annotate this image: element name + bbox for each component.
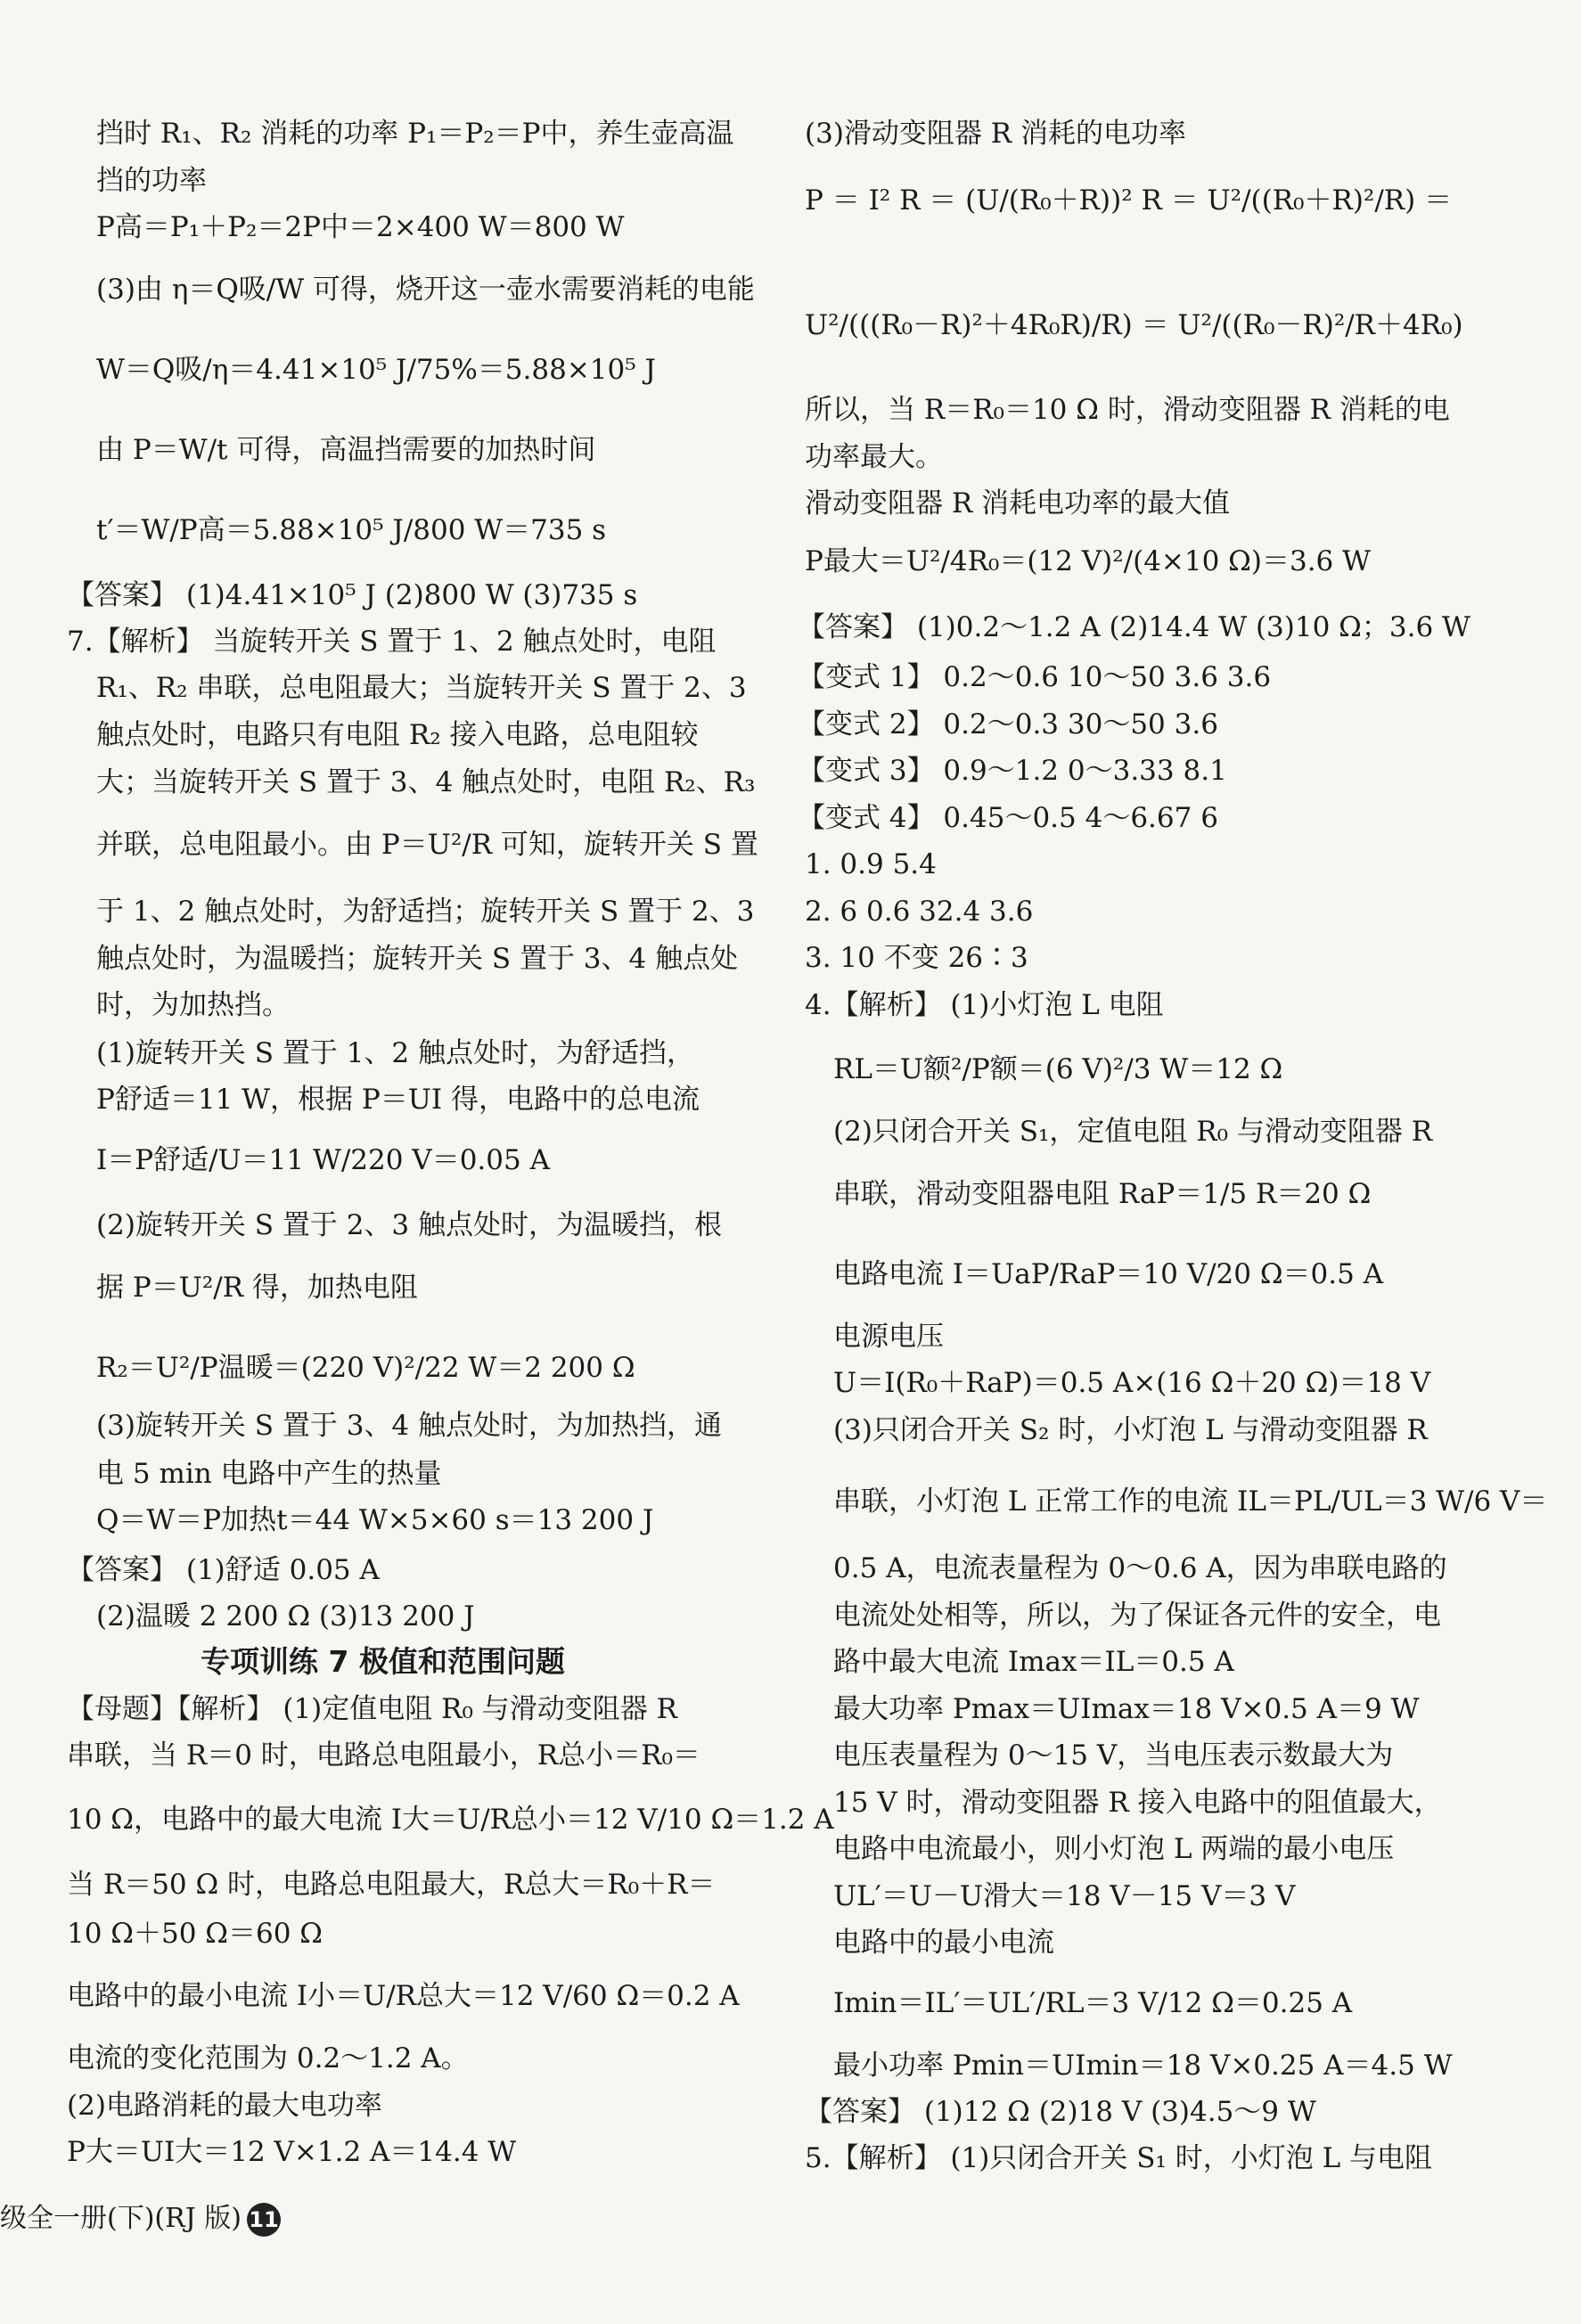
text-line: 由 P＝W/t 可得，高温挡需要的加热时间: [96, 434, 596, 466]
text-line: 【变式 4】 0.45～0.5 4～6.67 6: [798, 802, 1218, 834]
text-line: Imin＝IL′＝UL′/RL＝3 V/12 Ω＝0.25 A: [833, 1987, 1353, 2019]
text-line: 【变式 3】 0.9～1.2 0～3.33 8.1: [798, 755, 1227, 787]
text-line: 当 R＝50 Ω 时，电路总电阻最大，R总大＝R₀＋R＝: [67, 1869, 716, 1901]
page-footer: [0, 2201, 281, 2237]
text-line: 0.5 A，电流表量程为 0～0.6 A，因为串联电路的: [833, 1552, 1447, 1584]
text-line: 挡的功率: [96, 165, 207, 197]
text-line: W＝Q吸/η＝4.41×10⁵ J/75%＝5.88×10⁵ J: [96, 354, 656, 386]
text-line: 最大功率 Pmax＝UImax＝18 V×0.5 A＝9 W: [833, 1693, 1420, 1725]
text-line: P舒适＝11 W，根据 P＝UI 得，电路中的总电流: [96, 1084, 700, 1116]
text-line: 1. 0.9 5.4: [805, 848, 937, 880]
text-line: (2)只闭合开关 S₁，定值电阻 R₀ 与滑动变阻器 R: [833, 1116, 1433, 1148]
text-line: P最大＝U²/4R₀＝(12 V)²/(4×10 Ω)＝3.6 W: [805, 545, 1371, 577]
text-line: 功率最大。: [805, 441, 943, 473]
text-line: 15 V 时，滑动变阻器 R 接入电路中的阻值最大，: [833, 1787, 1442, 1819]
text-line: 串联，小灯泡 L 正常工作的电流 IL＝PL/UL＝3 W/6 V＝: [833, 1485, 1548, 1518]
text-line: 10 Ω＋50 Ω＝60 Ω: [67, 1918, 324, 1950]
text-line: 最小功率 Pmin＝UImin＝18 V×0.25 A＝4.5 W: [833, 2050, 1453, 2082]
text-line: 2. 6 0.6 32.4 3.6: [805, 896, 1034, 928]
text-line: R₁、R₂ 串联，总电阻最大；当旋转开关 S 置于 2、3: [96, 672, 747, 704]
text-line: 电路中电流最小，则小灯泡 L 两端的最小电压: [833, 1833, 1395, 1865]
text-line: R₂＝U²/P温暖＝(220 V)²/22 W＝2 200 Ω: [96, 1352, 635, 1384]
text-line: 电流处处相等，所以，为了保证各元件的安全，电: [833, 1600, 1441, 1632]
text-line: U＝I(R₀＋RaP)＝0.5 A×(16 Ω＋20 Ω)＝18 V: [833, 1367, 1431, 1399]
text-line: 【答案】 (1)4.41×10⁵ J (2)800 W (3)735 s: [67, 579, 638, 611]
text-line: 于 1、2 触点处时，为舒适挡；旋转开关 S 置于 2、3: [96, 896, 755, 928]
text-line: (2)旋转开关 S 置于 2、3 触点处时，为温暖挡，根: [96, 1209, 723, 1241]
text-line: 电 5 min 电路中产生的热量: [96, 1458, 442, 1490]
text-line: 串联，当 R＝0 时，电路总电阻最小，R总小＝R₀＝: [67, 1739, 700, 1772]
text-line: 电路中的最小电流 I小＝U/R总大＝12 V/60 Ω＝0.2 A: [67, 1980, 740, 2012]
text-line: 挡时 R₁、R₂ 消耗的功率 P₁＝P₂＝P中，养生壶高温: [96, 118, 734, 150]
text-line: P ＝ I² R ＝ (U/(R₀＋R))² R ＝ U²/((R₀＋R)²/R) ＝: [805, 184, 1453, 217]
text-line: 【答案】 (1)12 Ω (2)18 V (3)4.5～9 W: [805, 2096, 1316, 2128]
text-line: RL＝U额²/P额＝(6 V)²/3 W＝12 Ω: [833, 1053, 1283, 1085]
text-line: UL′＝U－U滑大＝18 V－15 V＝3 V: [833, 1880, 1296, 1912]
text-line: 电路中的最小电流: [833, 1927, 1054, 1959]
text-line: 并联，总电阻最小。由 P＝U²/R 可知，旋转开关 S 置: [96, 829, 758, 861]
text-line: (3)滑动变阻器 R 消耗的电功率: [805, 118, 1186, 150]
text-line: 【答案】 (1)0.2～1.2 A (2)14.4 W (3)10 Ω；3.6 W: [798, 611, 1470, 643]
text-line: 电流的变化范围为 0.2～1.2 A。: [67, 2042, 469, 2074]
text-line: (1)旋转开关 S 置于 1、2 触点处时，为舒适挡，: [96, 1037, 695, 1069]
text-line: 据 P＝U²/R 得，加热电阻: [96, 1272, 418, 1304]
text-line: (3)旋转开关 S 置于 3、4 触点处时，为加热挡，通: [96, 1410, 723, 1442]
text-line: 电源电压: [833, 1321, 944, 1353]
text-line: 时，为加热挡。: [96, 989, 290, 1021]
text-line: (3)只闭合开关 S₂ 时，小灯泡 L 与滑动变阻器 R: [833, 1414, 1428, 1446]
text-line: 触点处时，为温暖挡；旋转开关 S 置于 3、4 触点处: [96, 943, 739, 975]
text-line: 电路电流 I＝UaP/RaP＝10 V/20 Ω＝0.5 A: [833, 1258, 1384, 1290]
text-line: 触点处时，电路只有电阻 R₂ 接入电路，总电阻较: [96, 719, 699, 751]
text-line: 7.【解析】 当旋转开关 S 置于 1、2 触点处时，电阻: [67, 626, 717, 658]
text-line: 【变式 2】 0.2～0.3 30～50 3.6: [798, 708, 1218, 741]
text-line: 电压表量程为 0～15 V，当电压表示数最大为: [833, 1739, 1394, 1772]
text-line: U²/(((R₀－R)²＋4R₀R)/R) ＝ U²/((R₀－R)²/R＋4R₀): [805, 309, 1463, 341]
text-line: (2)温暖 2 200 Ω (3)13 200 J: [96, 1600, 475, 1633]
text-line: 路中最大电流 Imax＝IL＝0.5 A: [833, 1646, 1234, 1678]
page-number: 11: [247, 2203, 281, 2237]
text-line: 3. 10 不变 26∶3: [805, 942, 1028, 974]
text-line: 【答案】 (1)舒适 0.05 A: [67, 1554, 380, 1586]
text-line: 4.【解析】 (1)小灯泡 L 电阻: [805, 989, 1164, 1021]
text-line: (3)由 η＝Q吸/W 可得，烧开这一壶水需要消耗的电能: [96, 274, 755, 306]
text-line: I＝P舒适/U＝11 W/220 V＝0.05 A: [96, 1144, 550, 1176]
text-line: 大；当旋转开关 S 置于 3、4 触点处时，电阻 R₂、R₃: [96, 766, 756, 798]
text-line: 【母题】【解析】 (1)定值电阻 R₀ 与滑动变阻器 R: [67, 1693, 677, 1725]
text-line: (2)电路消耗的最大电功率: [67, 2090, 382, 2122]
text-line: t′＝W/P高＝5.88×10⁵ J/800 W＝735 s: [96, 514, 607, 546]
text-line: 串联，滑动变阻器电阻 RaP＝1/5 R＝20 Ω: [833, 1178, 1372, 1210]
text-line: 5.【解析】 (1)只闭合开关 S₁ 时，小灯泡 L 与电阻: [805, 2142, 1433, 2174]
text-line: P高＝P₁＋P₂＝2P中＝2×400 W＝800 W: [96, 211, 625, 243]
text-line: 所以，当 R＝R₀＝10 Ω 时，滑动变阻器 R 消耗的电: [805, 394, 1450, 426]
text-line: 滑动变阻器 R 消耗电功率的最大值: [805, 487, 1231, 520]
text-line: 10 Ω，电路中的最大电流 I大＝U/R总小＝12 V/10 Ω＝1.2 A: [67, 1804, 834, 1836]
text-line: P大＝UI大＝12 V×1.2 A＝14.4 W: [67, 2136, 517, 2168]
text-line: 【变式 1】 0.2～0.6 10～50 3.6 3.6: [798, 661, 1272, 693]
text-line: Q＝W＝P加热t＝44 W×5×60 s＝13 200 J: [96, 1504, 654, 1536]
section-heading: 专项训练 7 极值和范围问题: [201, 1644, 565, 1679]
footer-text: 级全一册(下)(RJ 版): [0, 2203, 242, 2234]
